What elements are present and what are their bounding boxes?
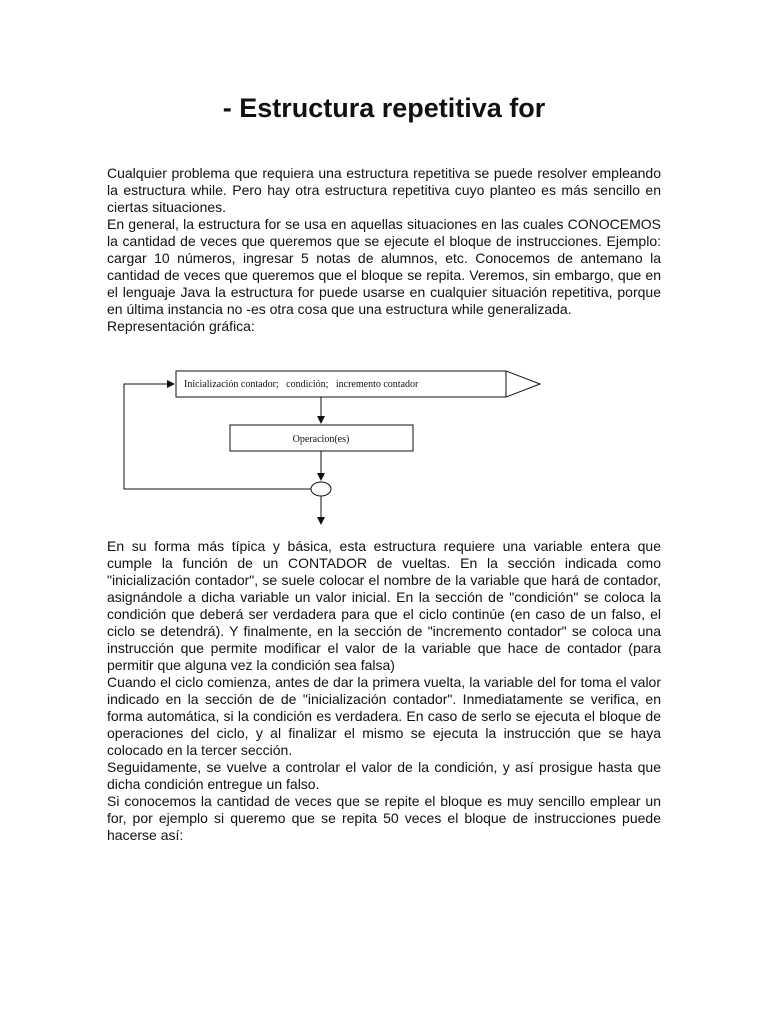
page-title: - Estructura repetitiva for [222, 93, 546, 123]
intro-text [107, 165, 661, 335]
paragraph: En general, la estructura for se usa en aquellas situaciones en las cuales CONOCEMOS la cantidad de veces que queremos que se ejecute el bloque de instrucciones. Ejemplo: cargar 10 números, ingresar 5 notas de alumnos, etc. Conocemos de antemano la cantidad de veces que queremos que el bloque se repita. Veremos, sin embargo, que en el lenguaje Java la estructura for puede usarse en cualquier situación repetitiva, porque en última instancia no -es otra cosa que una estructura while generalizada. [107, 216, 661, 317]
paragraph: Seguidamente, se vuelve a controlar el valor de la condición, y así prosigue hasta que dicha condición entregue un falso. [107, 759, 661, 792]
paragraph: En su forma más típica y básica, esta estructura requiere una variable entera que cumple la función de un CONTADOR de vueltas. En la sección indicada como "inicialización contador", se suele colocar el nombre de la variable que hará de contador, asignándole a dicha variable un valor inicial. En la sección de "condición" se coloca la condición que deberá ser verdadera para que el ciclo continúe (en caso de un falso, el ciclo se detendrá). Y finalmente, en la sección de "incremento contador" se coloca una instrucción que permite modificar el valor de la variable que hace de contador (para permitir que alguna vez la condición sea falsa) [107, 538, 661, 673]
for-loop-flow-diagram [118, 362, 548, 528]
paragraph: Cualquier problema que requiera una estructura repetitiva se puede resolver empleando la estructura while. Pero hay otra estructura repetitiva cuyo planteo es más sencillo en ciertas situaciones. [107, 165, 661, 215]
paragraph: Si conocemos la cantidad de veces que se repite el bloque es muy sencillo emplear un for, por ejemplo si queremo que se repita 50 veces el bloque de instrucciones puede hacerse así: [107, 793, 661, 843]
paragraph: Representación gráfica: [107, 318, 255, 334]
explanation-text [107, 538, 661, 844]
loop-junction [311, 482, 331, 496]
for-header-label: Inicialización contador; condición; incremento contador [184, 379, 419, 390]
paragraph: Cuando el ciclo comienza, antes de dar la primera vuelta, la variable del for toma el valor indicado en la sección de de "inicialización contador". Inmediatamente se verifica, en forma automática, si la condición es verdadera. En caso de serlo se ejecuta el bloque de operaciones del ciclo, y al finalizar el mismo se ejecuta la instrucción que se haya colocado en la tercer sección. [107, 674, 661, 758]
operations-label: Operacion(es) [292, 434, 350, 445]
